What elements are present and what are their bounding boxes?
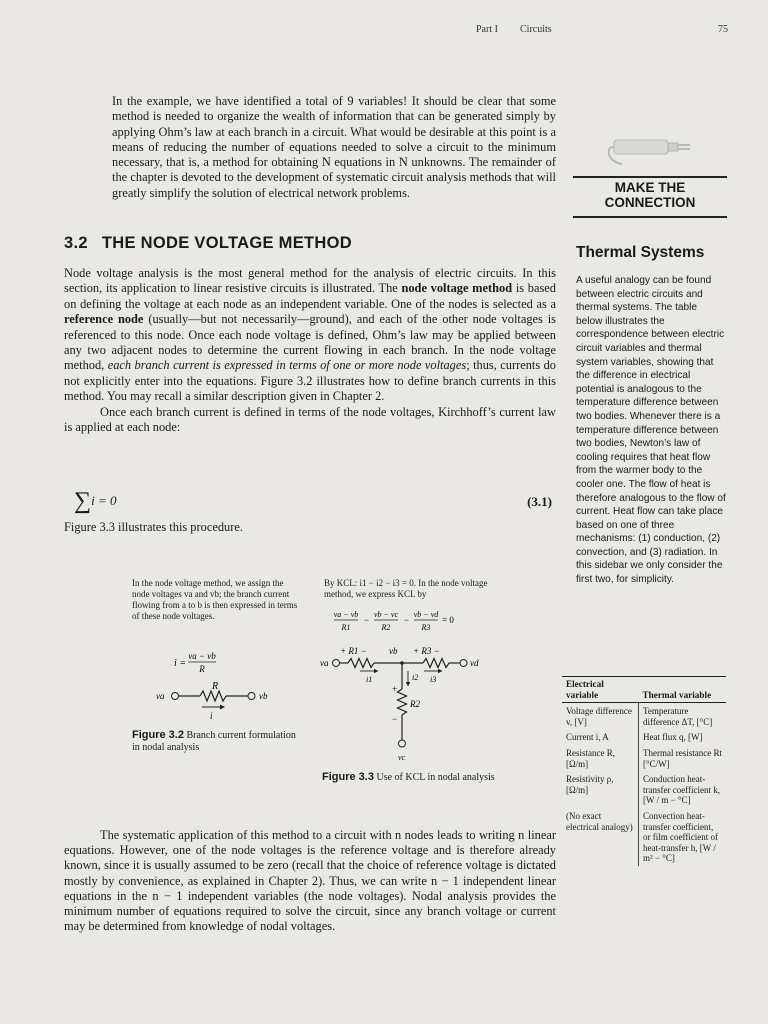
fig33-node-a [333,660,340,667]
emphasis-branch-current: each branch current is expressed in terms of one or more node voltages [107,358,467,373]
fig33-r3-label: + R3 − [413,646,440,656]
table-cell: Conduction heat-transfer coefficient k, [W / m − °C] [643,774,721,806]
section-heading [64,234,352,253]
equation-text: i = 0 [91,493,117,508]
figure-3-2-diagram [140,636,310,722]
fig33-resistor-r1 [348,659,374,668]
table-cell: Current i, A [562,729,639,745]
fig33-eq-t1-num: va − vb [333,610,359,619]
fig33-node-c [399,740,406,747]
fig33-r2-minus: − [392,714,398,724]
table-cell: Temperature difference ΔT, [°C] [643,706,713,727]
fig33-eq-t3-den: R3 [421,623,431,632]
page-number: 75 [718,24,728,35]
fig33-r2-plus: + [392,684,398,694]
figure-3-2-caption [132,729,302,754]
table-header-row [562,677,726,703]
table-cell: Convection heat-transfer coefficient, or film coefficient of heat-transfer h, [W / m² − °C] [643,810,719,864]
table-row [562,808,726,866]
fig33-i1-label: i1 [366,675,373,684]
fig33-r2-label: R2 [410,699,420,709]
paragraph-node-voltage: Node voltage analysis is the most general method for the analysis of electric circuits. In this section, its application to linear resistive circuits is illustrated. The node voltage method is based on defining the voltage at each node as an independent variable. One of the nodes is selected as a reference node (usually—but not necessarily—ground), and each of the other node voltages is referenced to this node. Once each node voltage is defined, Ohm’s law may be applied between any two adjacent nodes to determine the current flowing in each branch. In the node voltage method, each branch current is expressed in terms of one or more node voltages; thus, currents do not explicitly enter into the equations. Figure 3.2 illustrates how to define branch currents in this method. You may recall a similar description given in Chapter 2. [64,266,556,404]
fig33-eq-t3-num: vb − vd [413,610,439,619]
sidebar-text: A useful analogy can be found between electric circuits and thermal systems. The table below illustrates the correspondence between electric circuit variables and thermal system variables, showing that the difference in electrical potential is analogous to the temperature difference between two bodies. Whenever there is a temperature difference between two bodies, Newton’s law of cooling requires that heat flow from the warmer body to the cooler one. The flow of heat is therefore analogous to the flow of current. Heat flow can take place based on one of three mechanisms: (1) conduction, (2) convection, and (3) radiation. In this sidebar we only consider the first two, for simplicity. [576,275,726,586]
equation-number: (3.1) [527,494,552,509]
fig33-resistor-r3 [423,659,449,668]
fig33-eq-rhs: = 0 [442,615,454,625]
fig33-r1-label: + R1 − [340,646,367,656]
table-row [562,703,726,730]
section-number: 3.2 [64,234,88,252]
fig32-current-label: i [210,711,213,721]
table-row [562,771,726,808]
table-cell: Resistivity ρ, [Ω/m] [562,771,639,808]
term-node-voltage-method: node voltage method [401,281,513,296]
table-cell: Voltage difference v, [V] [562,703,639,730]
table-cell: Resistance R, [Ω/m] [562,745,639,771]
fig33-vd-label: vd [470,658,479,668]
fig33-eq-t2-num: vb − vc [373,610,399,619]
fig32-eq-numerator: va − vb [188,651,216,661]
figure-3-2-caption-text: Branch current formulation in nodal analysis [132,730,296,753]
column-header-thermal: Thermal variable [639,677,727,703]
header-part: Part I [476,24,498,35]
fig33-vc-label: vc [398,753,406,762]
fig32-node-b [248,693,255,700]
fig33-resistor-r2 [398,689,407,715]
fig33-i2-label: i2 [412,673,419,682]
table-cell: Thermal resistance Rt [°C/W] [643,747,722,769]
figure-3-3-description: By KCL: i1 − i2 − i3 = 0. In the node voltage method, we express KCL by [324,578,488,599]
figure-3-3-caption-text: Use of KCL in nodal analysis [376,772,495,783]
table-cell: (No exact electrical analogy) [562,808,639,866]
term-reference-node: reference node [64,312,144,327]
make-the-connection-banner [573,176,727,218]
fig32-eq-denominator: R [199,664,205,674]
paragraph-kcl: Once each branch current is defined in terms of the node voltages, Kirchhoff’s current law is applied at each node: [64,404,556,435]
analogy-table [562,676,726,866]
column-header-electrical: Electrical variable [562,677,639,703]
fig33-i3-label: i3 [430,675,437,684]
fig32-va-label: va [156,691,165,701]
table-row [562,745,726,771]
figure-intro-line: Figure 3.3 illustrates this procedure. [64,520,243,534]
figure-3-3-diagram [318,604,518,764]
figure-3-2-description: In the node voltage method, we assign the node voltages va and vb; the branch current flowing from a to b is then expressed in terms of these node voltages. [132,578,298,621]
sidebar-title: Thermal Systems [576,244,705,261]
fig33-node-d [460,660,467,667]
fig33-eq-minus-1: − [364,615,370,625]
table-row [562,729,726,745]
fig33-eq-t2-den: R2 [381,623,391,632]
intro-paragraph: In the example, we have identified a total of 9 variables! It should be clear that some method is needed to organize the wealth of information that can be generated simply by applying Ohm’s law at each branch in a circuit. What would be desirable at this point is a means of reducing the number of equations needed to solve a circuit to the minimum necessary, that is, a method for obtaining N equations in N unknowns. The remainder of the chapter is devoted to the development of systematic circuit analysis methods that will greatly simplify the solution of electrical network problems. [112,94,556,200]
table-cell: Heat flux q, [W] [643,732,703,743]
fig32-node-a [172,693,179,700]
body-paragraph-nodal: The systematic application of this method to a circuit with n nodes leads to writing n linear equations. However, one of the node voltages is the reference voltage and is therefore already known, since it is usually assumed to be zero (recall that the choice of reference voltage is dictated mostly by convenience, as explained in Chapter 2). Thus, we can write n − 1 independent linear equations in the n − 1 independent variables (the node voltages). Nodal analysis provides the minimum number of equations required to solve the circuit, since any branch voltage or current may be determined from knowledge of nodal voltages. [64,828,556,934]
figure-3-3-label: Figure 3.3 [322,771,374,783]
fig32-vb-label: vb [259,691,268,701]
fig32-resistor-label: R [212,681,219,692]
connection-plug-icon [608,118,698,174]
section-body [64,266,556,435]
fig33-eq-minus-2: − [404,615,410,625]
equation-3-1 [74,488,552,515]
figure-3-2-label: Figure 3.2 [132,729,184,741]
section-title: THE NODE VOLTAGE METHOD [101,234,352,252]
fig33-vb-label: vb [389,646,398,656]
fig32-resistor [200,691,226,701]
summation-symbol: ∑ [74,488,92,514]
header-chapter: Circuits [520,24,552,35]
connection-line-2: CONNECTION [604,195,696,210]
fig33-eq-t1-den: R1 [341,623,351,632]
figure-3-3-caption [322,771,502,784]
fig33-va-label: va [320,658,329,668]
connection-line-1: MAKE THE [614,180,686,195]
fig32-eq-lhs: i = [174,658,187,669]
